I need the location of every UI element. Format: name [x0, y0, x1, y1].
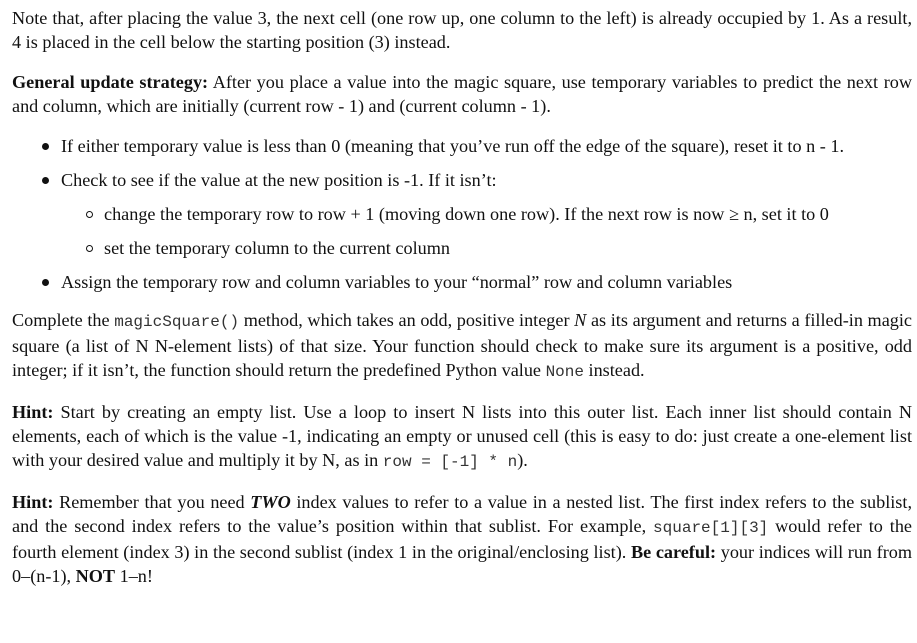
- sub-bullet-text: change the temporary row to row + 1 (moving down one row). If the next row is now ≥ n, set it to 0: [104, 204, 829, 224]
- strategy-bullet-list: [12, 134, 912, 294]
- circle-bullet-icon: [86, 211, 93, 218]
- hint-label: Hint:: [12, 402, 54, 422]
- code-square-index: square[1][3]: [653, 519, 769, 537]
- text-segment: ).: [517, 450, 528, 470]
- update-strategy-heading: General update strategy:: [12, 72, 209, 92]
- text-segment: index values to refer to a value in a nested list. The first index refers to the sublist, and the second index refers to the value’s position within that sublist. For example,: [12, 492, 912, 536]
- not-emphasis: NOT: [75, 566, 116, 586]
- update-strategy-paragraph: [12, 70, 912, 118]
- text-segment: Start by creating an empty list. Use a loop to insert N lists into this outer list. Each inner list should contain N elements, each of which is the value -1, indicating an empty or unused cell (this is easy to do: just create a one-element list with your desired value and multiply it by N, as in: [12, 402, 912, 470]
- bullet-icon: [42, 177, 49, 184]
- bullet-item: [12, 270, 912, 294]
- text-segment: 1–n!: [115, 566, 153, 586]
- bullet-item: [12, 134, 912, 158]
- sub-bullet-list: [61, 202, 912, 260]
- text-segment: method, which takes an odd, positive integer: [239, 310, 575, 330]
- text-segment: instead.: [583, 360, 645, 380]
- text-segment: Remember that you need: [53, 492, 251, 512]
- note-text: Note that, after placing the value 3, the next cell (one row up, one column to the left) is already occupied by 1. As a result, 4 is placed in the cell below the starting position (3) instead.: [12, 8, 912, 52]
- code-row-init: row = [-1] * n: [382, 453, 518, 471]
- note-paragraph: [12, 6, 912, 54]
- text-segment: as its argument and returns a filled-in magic square (a list of N N-element lists) of that size. Your function should check to make sure its argument is a positive, odd integer; if it isn’t, the function should return the predefined Python value: [12, 310, 912, 380]
- be-careful-label: Be careful:: [630, 542, 717, 562]
- text-segment: your indices will run from 0–(n-1),: [12, 542, 913, 586]
- hint-label: Hint:: [12, 492, 54, 512]
- update-strategy-text: After you place a value into the magic square, use temporary variables to predict the next row and column, which are initially (current row - 1) and (current column - 1).: [12, 72, 912, 116]
- emphasis-two: TWO: [250, 492, 291, 512]
- sub-bullet-item: [61, 236, 912, 260]
- complete-method-paragraph: [12, 308, 912, 384]
- hint-empty-list-paragraph: [12, 400, 912, 474]
- text-segment: Complete the: [12, 310, 115, 330]
- bullet-text: Assign the temporary row and column variables to your “normal” row and column variables: [61, 272, 733, 292]
- variable-n: N: [574, 310, 587, 330]
- sub-bullet-item: [61, 202, 912, 226]
- bullet-item: [12, 168, 912, 260]
- code-magicsquare: magicSquare(): [114, 313, 240, 331]
- hint-nested-index-paragraph: [12, 490, 912, 588]
- sub-bullet-text: set the temporary column to the current column: [104, 238, 450, 258]
- circle-bullet-icon: [86, 245, 93, 252]
- bullet-text: Check to see if the value at the new position is -1. If it isn’t:: [61, 170, 497, 190]
- bullet-icon: [42, 279, 49, 286]
- bullet-icon: [42, 143, 49, 150]
- text-segment: would refer to the fourth element (index 3) in the second sublist (index 1 in the original/enclosing list).: [12, 516, 912, 562]
- code-none: None: [545, 363, 584, 381]
- bullet-text: If either temporary value is less than 0 (meaning that you’ve run off the edge of the square), reset it to n - 1.: [61, 136, 844, 156]
